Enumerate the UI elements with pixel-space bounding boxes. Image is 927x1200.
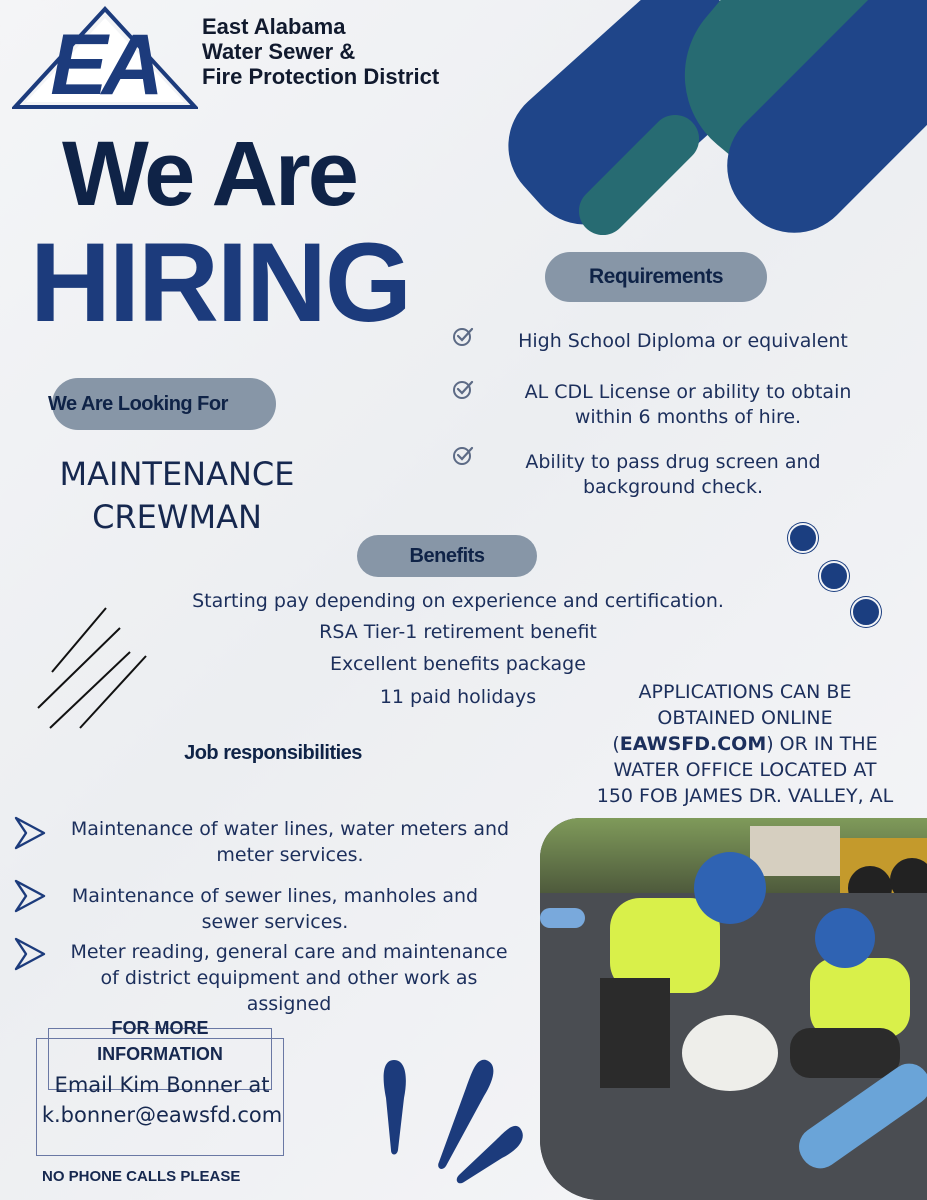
chevron-right-icon [13, 815, 47, 851]
decor-dot [788, 523, 818, 553]
applications-line: APPLICATIONS CAN BE [638, 681, 852, 703]
contact-title-line: INFORMATION [97, 1044, 223, 1064]
org-name [202, 14, 439, 89]
job-line: sewer services. [201, 911, 349, 933]
decor-dot [819, 561, 849, 591]
applications-line: OBTAINED ONLINE [657, 707, 833, 729]
check-circle-icon [452, 378, 474, 400]
decor-hatch-lines [30, 600, 160, 740]
district-logo [12, 6, 198, 110]
requirement-line: Ability to pass drug screen and [525, 451, 821, 473]
requirement-item [503, 450, 843, 500]
headline-hiring: HIRING [30, 220, 410, 345]
benefit-item: Starting pay depending on experience and certification. [192, 590, 724, 612]
requirement-line: AL CDL License or ability to obtain [524, 381, 852, 403]
website-link[interactable]: EAWSFD.COM [619, 733, 767, 755]
applications-info [560, 679, 927, 809]
requirement-item [503, 329, 863, 354]
decor-dot [851, 597, 881, 627]
job-item [50, 816, 530, 868]
contact-email-block [22, 1070, 302, 1130]
org-name-line: East Alabama [202, 14, 346, 39]
contact-title-line: FOR MORE [111, 1018, 209, 1038]
headline-we-are: We Are [62, 123, 356, 225]
benefits-label: Benefits [357, 535, 537, 577]
job-item [50, 883, 500, 935]
looking-for-label [48, 378, 276, 430]
job-item [50, 939, 528, 1017]
contact-email-link[interactable]: k.bonner@eawsfd.com [41, 1103, 283, 1127]
position-title [22, 453, 332, 539]
requirement-line: background check. [582, 476, 764, 498]
job-line: Maintenance of water lines, water meters and [70, 818, 510, 840]
decor-teardrops [378, 1058, 528, 1198]
check-circle-icon [452, 444, 474, 466]
benefit-item: Excellent benefits package [330, 653, 586, 675]
no-phone-calls-note: NO PHONE CALLS PLEASE [42, 1168, 241, 1185]
org-name-line: Fire Protection District [202, 64, 440, 89]
job-line: Maintenance of sewer lines, manholes and [71, 885, 479, 907]
position-line: MAINTENANCE [59, 455, 295, 493]
applications-text: ( [612, 733, 620, 755]
job-line: assigned [246, 993, 332, 1015]
applications-line: WATER OFFICE LOCATED AT [613, 759, 877, 781]
workers-photo [540, 818, 927, 1200]
requirement-line: High School Diploma or equivalent [518, 330, 848, 352]
benefit-item: RSA Tier-1 retirement benefit [319, 621, 597, 643]
org-name-line: Water Sewer & [202, 39, 356, 64]
position-line: CREWMAN [92, 498, 262, 536]
chevron-right-icon [13, 936, 47, 972]
job-line: of district equipment and other work as [100, 967, 478, 989]
applications-text: ) OR IN THE [766, 733, 878, 755]
job-responsibilities-label: Job responsibilities [184, 741, 362, 764]
contact-title [60, 1015, 260, 1067]
contact-email-intro: Email Kim Bonner at [54, 1073, 270, 1097]
check-circle-icon [452, 325, 474, 347]
requirement-line: within 6 months of hire. [574, 406, 802, 428]
job-line: Meter reading, general care and maintenance [70, 941, 508, 963]
logo-letters: EA [50, 17, 158, 110]
requirement-item [503, 380, 873, 430]
benefit-item: 11 paid holidays [379, 686, 537, 708]
applications-line [560, 731, 927, 757]
looking-for-label-text: We Are Looking For [48, 392, 228, 415]
requirements-label: Requirements [545, 252, 767, 302]
chevron-right-icon [13, 878, 47, 914]
job-line: meter services. [216, 844, 364, 866]
applications-line: 150 FOB JAMES DR. VALLEY, AL [596, 785, 894, 807]
